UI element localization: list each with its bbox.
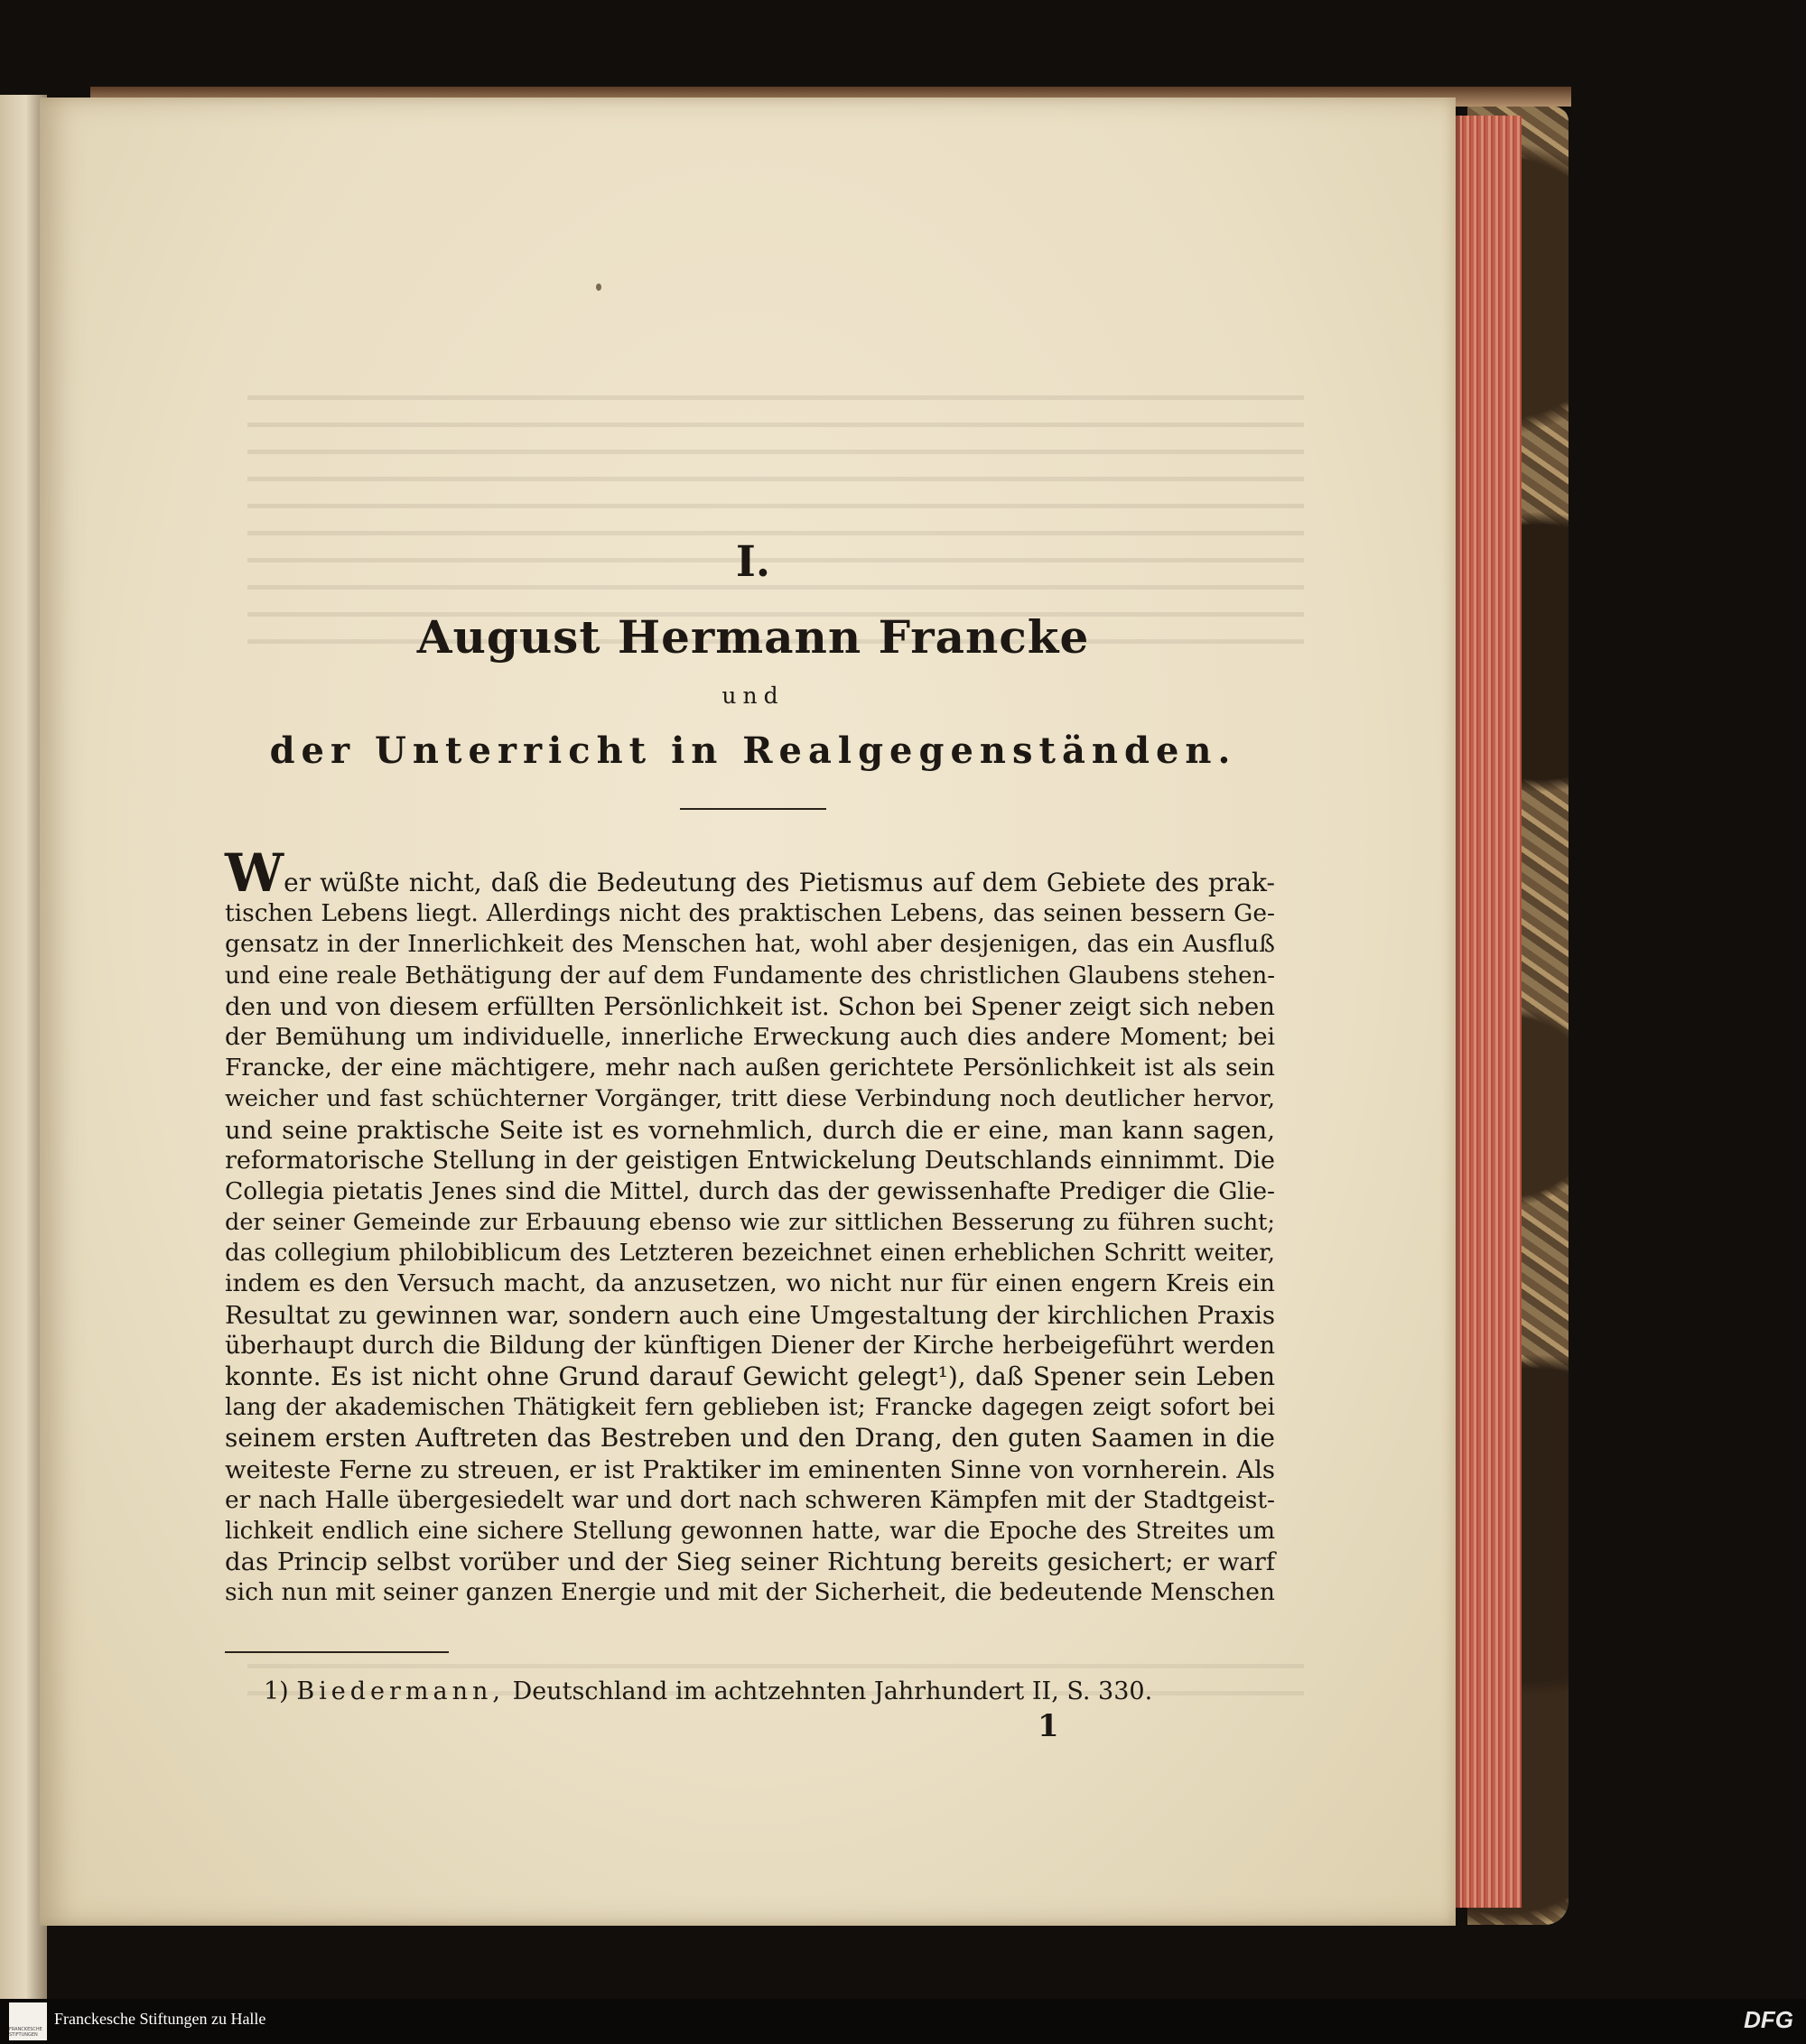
footnote-marker: 1) [264, 1677, 289, 1705]
institution-name: Franckesche Stiftungen zu Halle [54, 2010, 266, 2028]
footnote [264, 1677, 1152, 1705]
body-line: Resultat zu gewinnen war, sondern auch eine Umgestaltung der kirchlichen Praxis [225, 1300, 1275, 1330]
body-line: lang der akademischen Thätigkeit fern geblieben ist; Francke dagegen zeigt sofort bei [225, 1394, 1275, 1422]
footnote-divider [225, 1651, 449, 1653]
body-text [225, 842, 1275, 1609]
paper-speck [596, 283, 601, 291]
body-line: das collegium philobiblicum des Letzteren bezeichnet einen erheblichen Schritt weiter, [225, 1240, 1275, 1268]
body-line: den und von diesem erfüllten Persönlichkeit ist. Schon bei Spener zeigt sich neben [225, 991, 1275, 1021]
body-line: Collegia pietatis Jenes sind die Mittel, durch das der gewissenhafte Prediger die Glie- [225, 1176, 1275, 1205]
body-line: Francke, der eine mächtigere, mehr nach außen gerichtete Persönlichkeit ist als sein [225, 1054, 1275, 1082]
body-line: der Bemühung um individuelle, innerliche Erweckung auch dies andere Moment; bei [225, 1022, 1275, 1051]
body-line: sich nun mit seiner ganzen Energie und mit der Sicherheit, die bedeutende Menschen [225, 1578, 1275, 1607]
body-line: weicher und fast schüchterner Vorgänger, tritt diese Verbindung noch deutlicher hervor, [225, 1085, 1275, 1113]
logo-text: FRANCKESCHE STIFTUNGEN [9, 2027, 42, 2038]
body-line: und eine reale Bethätigung der auf dem Fundamente des christlichen Glaubens stehen- [225, 962, 1275, 989]
body-line: tischen Lebens liegt. Allerdings nicht des praktischen Lebens, das seinen bessern Ge- [225, 899, 1275, 928]
body-line: das Princip selbst vorüber und der Sieg seiner Richtung bereits gesichert; er warf [225, 1547, 1275, 1577]
body-line: überhaupt durch die Bildung der künftigen Diener der Kirche herbeigeführt werden [225, 1331, 1275, 1360]
title-connector: und [721, 683, 785, 709]
body-line: gensatz in der Innerlichkeit des Menschen hat, wohl aber desjenigen, das ein Ausfluß [225, 930, 1275, 959]
body-line: reformatorische Stellung in der geistigen Entwickelung Deutschlands einnimmt. Die [225, 1146, 1275, 1175]
red-page-edges [1449, 116, 1522, 1908]
footnote-text: Deutschland im achtzehnten Jahrhundert II, S. 330. [512, 1677, 1153, 1705]
body-line: er nach Halle übergesiedelt war und dort nach schweren Kämpfen mit der Stadtgeist- [225, 1485, 1275, 1514]
body-line: seinem ersten Auftreten das Bestreben und den Drang, den guten Saamen in die [225, 1423, 1275, 1454]
chapter-subtitle: der Unterricht in Realgegenständen. [269, 729, 1237, 772]
body-line: Wer wüßte nicht, daß die Bedeutung des Pietismus auf dem Gebiete des prak- [225, 842, 1275, 904]
body-line: weiteste Ferne zu streuen, er ist Praktiker im eminenten Sinne von vornherein. Als [225, 1454, 1275, 1484]
body-line: indem es den Versuch macht, da anzusetzen, wo nicht nur für einen engern Kreis ein [225, 1269, 1275, 1298]
body-line: der seiner Gemeinde zur Erbauung ebenso wie zur sittlichen Besserung zu führen sucht; [225, 1209, 1275, 1237]
body-line: konnte. Es ist nicht ohne Grund darauf Gewicht gelegt¹), daß Spener sein Leben [225, 1361, 1275, 1391]
dfg-logo: DFG [1744, 2006, 1793, 2033]
institution-logo[interactable] [9, 2002, 47, 2040]
chapter-title: August Hermann Francke [416, 610, 1090, 664]
title-divider [680, 808, 826, 810]
viewer-footer-bar [0, 1999, 1806, 2044]
signature-mark: 1 [1038, 1708, 1059, 1744]
drop-cap: W [225, 842, 284, 904]
body-line: lichkeit endlich eine sichere Stellung gewonnen hatte, war die Epoche des Streites um [225, 1517, 1275, 1545]
footnote-author: Biedermann, [296, 1677, 505, 1705]
book-page [40, 98, 1456, 1926]
chapter-number: I. [735, 537, 771, 587]
body-line: und seine praktische Seite ist es vornehmlich, durch die er eine, man kann sagen, [225, 1115, 1275, 1145]
